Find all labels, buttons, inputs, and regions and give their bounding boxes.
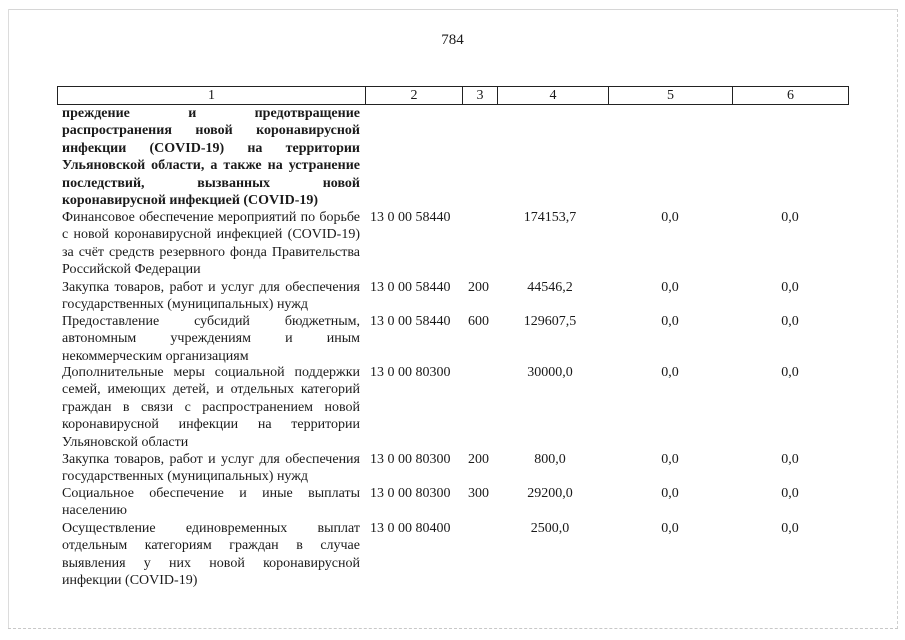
header-col-1: 1 [58,87,366,104]
row-code: 13 0 00 80300 [370,365,451,380]
row-description: Дополнительные меры социальной поддержки семей, имеющих детей, и отдельных категорий граждан в связи с распространением новой коронавирусной инфекции на территории Ульяновской области [62,365,360,450]
page-border-left [8,9,9,629]
row-col5: 0,0 [661,365,679,380]
row-col5: 0,0 [661,210,679,225]
page-border-top [8,9,898,10]
row-col6: 0,0 [781,314,799,329]
table-header [57,86,849,105]
row-description: Финансовое обеспечение мероприятий по борьбе с новой коронавирусной инфекцией (COVID-19) за счёт средств резервного фонда Правительства Российской Федерации [62,210,360,278]
row-description: преждение и предотвращение распространения новой коронавирусной инфекции (COVID-19) на территории Ульяновской области, а также на устранение последствий, вызванных новой коронавирусной инфекцией (COVID-19) [62,106,360,209]
header-col-3: 3 [463,87,498,104]
row-col5: 0,0 [661,280,679,295]
page-border-right [897,9,898,629]
row-col6: 0,0 [781,280,799,295]
row-col6: 0,0 [781,452,799,467]
row-amount: 29200,0 [527,486,573,501]
row-description: Закупка товаров, работ и услуг для обеспечения государственных (муниципальных) нужд [62,280,360,313]
page-border-bottom [8,628,898,629]
row-col6: 0,0 [781,521,799,536]
row-amount: 2500,0 [530,521,570,536]
row-description: Осуществление единовременных выплат отдельным категориям граждан в случае выявления у них новой коронавирусной инфекции (COVID-19) [62,521,360,589]
row-amount: 30000,0 [527,365,573,380]
header-col-5: 5 [609,87,733,104]
row-col6: 0,0 [781,210,799,225]
row-description: Закупка товаров, работ и услуг для обеспечения государственных (муниципальных) нужд [62,452,360,485]
row-amount: 174153,7 [523,210,577,225]
row-type: 200 [468,452,489,467]
row-type: 600 [468,314,489,329]
row-amount: 800,0 [534,452,566,467]
row-col6: 0,0 [781,365,799,380]
row-code: 13 0 00 80400 [370,521,451,536]
row-type: 300 [468,486,489,501]
row-col5: 0,0 [661,314,679,329]
row-code: 13 0 00 80300 [370,452,451,467]
header-col-6: 6 [787,88,794,103]
row-amount: 129607,5 [523,314,577,329]
row-description: Социальное обеспечение и иные выплаты населению [62,486,360,519]
row-code: 13 0 00 58440 [370,210,451,225]
row-col5: 0,0 [661,486,679,501]
row-type: 200 [468,280,489,295]
row-col6: 0,0 [781,486,799,501]
row-code: 13 0 00 58440 [370,314,451,329]
row-code: 13 0 00 58440 [370,280,451,295]
row-description: Предоставление субсидий бюджетным, автономным учреждениям и иным некоммерческим организациям [62,314,360,364]
row-col5: 0,0 [661,521,679,536]
header-col-2: 2 [366,87,463,104]
row-amount: 44546,2 [527,280,573,295]
row-code: 13 0 00 80300 [370,486,451,501]
page-number: 784 [441,32,464,48]
row-col5: 0,0 [661,452,679,467]
header-col-4: 4 [498,87,609,104]
